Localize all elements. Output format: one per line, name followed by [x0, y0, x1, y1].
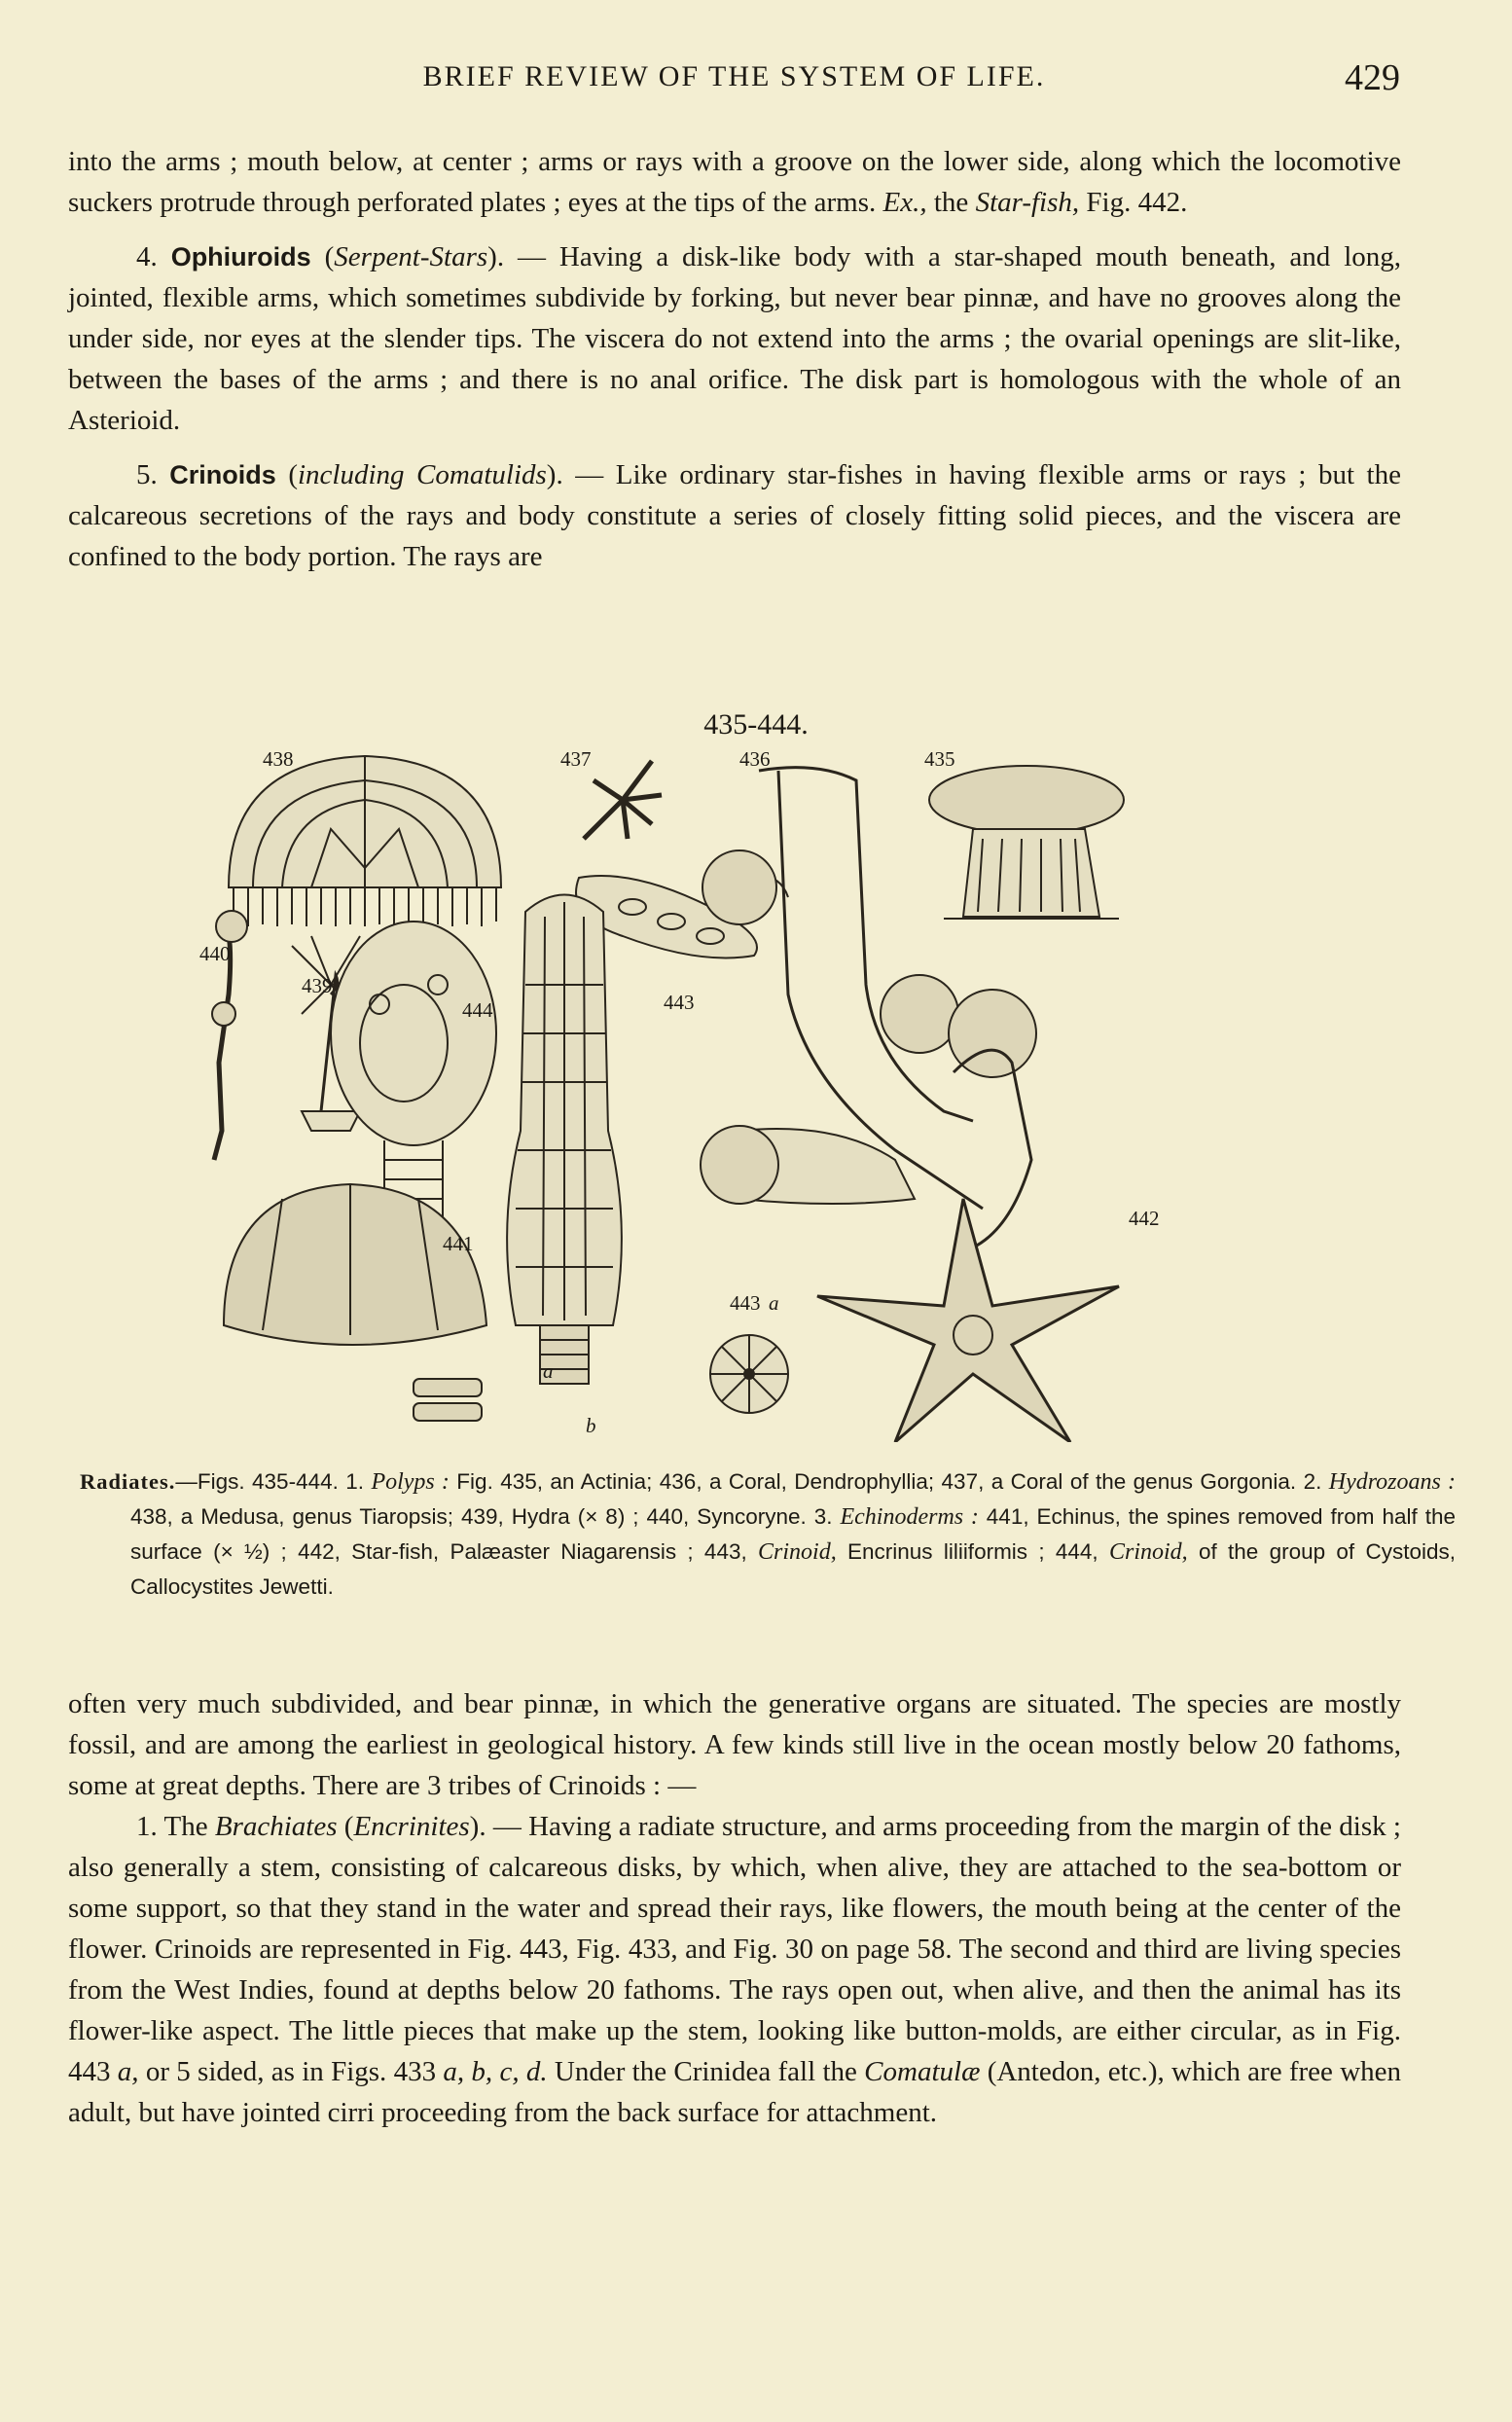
- italic-run: Brachiates: [214, 1811, 338, 1842]
- text-run: (: [310, 241, 335, 272]
- text-run: Fig. 442.: [1079, 187, 1188, 218]
- label-441: 441: [443, 1232, 474, 1255]
- text-run: (: [337, 1811, 354, 1842]
- paragraph-ophiuroids: [68, 236, 1401, 441]
- label-435: 435: [924, 747, 955, 771]
- crinoid-stem-section-drawing: [710, 1335, 788, 1413]
- medusa-drawing: [229, 756, 501, 926]
- figure-engraving: [195, 741, 1265, 1442]
- label-b: b: [586, 1414, 596, 1437]
- italic-run: a, b, c, d.: [443, 2056, 548, 2087]
- text-run: Fig. 435, an Actinia; 436, a Coral, Dendrophyllia; 437, a Coral of the genus Gorgonia. 2.: [449, 1469, 1329, 1494]
- italic-run: Echinoderms :: [840, 1504, 979, 1530]
- label-a: a: [769, 1291, 779, 1315]
- italic-run: Ex.,: [882, 187, 927, 218]
- label-443: 443: [664, 991, 695, 1014]
- figure-radiates: [195, 741, 1265, 1442]
- italic-run: Crinoid,: [1108, 1539, 1188, 1565]
- label-438: 438: [263, 747, 294, 771]
- caption-lead: Radiates.: [80, 1469, 176, 1494]
- paragraph-brachiates: [68, 1806, 1401, 2133]
- text-run: (Antedon, etc.), which are free when adult, but have jointed cirri proceeding from the back surface for attachment.: [68, 2056, 1402, 2128]
- label-442: 442: [1129, 1207, 1160, 1230]
- italic-run: Crinoid,: [758, 1539, 837, 1565]
- label-439: 439: [302, 974, 333, 997]
- text-run: (: [275, 459, 298, 490]
- paragraph-crinoids-cont: [68, 1683, 1401, 1806]
- text-run: the: [926, 187, 976, 218]
- text-run: ). — Having a disk-like body with a star-shaped mouth beneath, and long, jointed, flexible arms, which sometimes subdivide by forking, but never bear pinnæ, and have no grooves along the under side, nor eyes at the slender tips. The viscera do not extend into the arms ; the ovarial openings are slit-like, between the bases of the arms ; and there is no anal orifice. The disk part is homologous with the whole of an Asterioid.: [68, 241, 1402, 436]
- section-heading: Ophiuroids: [170, 242, 311, 271]
- page-number: 429: [1345, 57, 1400, 98]
- text-run: 438, a Medusa, genus Tiaropsis; 439, Hydra (× 8) ; 440, Syncoryne. 3.: [130, 1504, 841, 1529]
- italic-run: Star-fish,: [975, 187, 1080, 218]
- italic-run: a,: [117, 2056, 139, 2087]
- label-a-stem: a: [543, 1359, 554, 1383]
- figure-caption: [80, 1464, 1456, 1604]
- italic-run: Hydrozoans :: [1328, 1469, 1457, 1495]
- section-heading: Crinoids: [169, 460, 276, 489]
- page-header: [68, 56, 1400, 105]
- text-run: ). — Like ordinary star-fishes in having flexible arms or rays ; but the calcareous secretions of the rays and body constitute a series of closely fitting solid pieces, and the viscera are confined to the body portion. The rays are: [68, 459, 1401, 572]
- italic-run: Comatulæ: [864, 2056, 981, 2087]
- text-run: Encrinus liliiformis ; 444,: [836, 1539, 1109, 1564]
- figure-title: 435-444.: [703, 708, 809, 741]
- label-436: 436: [739, 747, 771, 771]
- italic-run: Polyps :: [371, 1469, 450, 1495]
- text-run: 1. The: [136, 1811, 215, 1842]
- text-run: 4.: [136, 241, 171, 272]
- text-block-upper: [68, 141, 1401, 577]
- text-block-lower: [68, 1683, 1401, 2133]
- text-run: or 5 sided, as in Figs. 433: [138, 2056, 444, 2087]
- paragraph-crinoids: [68, 454, 1401, 577]
- text-run: 5.: [136, 459, 170, 490]
- text-run: ). — Having a radiate structure, and arms proceeding from the margin of the disk ; also generally a stem, consisting of calcareous disks, by which, when alive, they are attached to the sea-bottom or some support, so that they stand in the water and spread their rays, like flowers, the mouth being at the center of the flower. Crinoids are represented in Fig. 443, Fig. 433, and Fig. 30 on page 58. The second and third are living species from the West Indies, found at depths below 20 fathoms. The rays open out, when alive, and then the animal has its flower-like aspect. The little pieces that make up the stem, looking like button-molds, are either circular, as in Fig. 443: [68, 1811, 1401, 2087]
- label-443a: 443: [730, 1291, 761, 1315]
- italic-run: including Comatulids: [297, 459, 547, 490]
- text-run: 441, Echinus, the spines removed from half the surface (× ½) ; 442, Star-fish, Palæaster Niagarensis ; 443,: [130, 1504, 1456, 1564]
- italic-run: Serpent-Stars: [334, 241, 488, 272]
- label-444: 444: [462, 998, 493, 1022]
- text-run: into the arms ; mouth below, at center ; arms or rays with a groove on the lower side, along which the locomotive suckers protrude through perforated plates ; eyes at the tips of the arms.: [68, 146, 1401, 218]
- echinus-drawing: [224, 1184, 486, 1345]
- starfish-drawing: [817, 1199, 1119, 1442]
- italic-run: Encrinites: [353, 1811, 470, 1842]
- label-440: 440: [199, 942, 231, 965]
- actinia-drawing: [929, 766, 1124, 919]
- text-run: often very much subdivided, and bear pinnæ, in which the generative organs are situated. The species are mostly fossil, and are among the earliest in geological history. A few kinds still live in the ocean mostly below 20 fathoms, some at great depths. There are 3 tribes of Crinoids : —: [68, 1688, 1401, 1801]
- paragraph-asterioids-end: [68, 141, 1401, 223]
- text-run: of the group of Cystoids, Callocystites Jewetti.: [130, 1539, 1456, 1599]
- text-run: —Figs. 435-444. 1.: [175, 1469, 372, 1494]
- label-437: 437: [560, 747, 592, 771]
- text-run: Under the Crinidea fall the: [547, 2056, 865, 2087]
- running-title: BRIEF REVIEW OF THE SYSTEM OF LIFE.: [422, 60, 1046, 92]
